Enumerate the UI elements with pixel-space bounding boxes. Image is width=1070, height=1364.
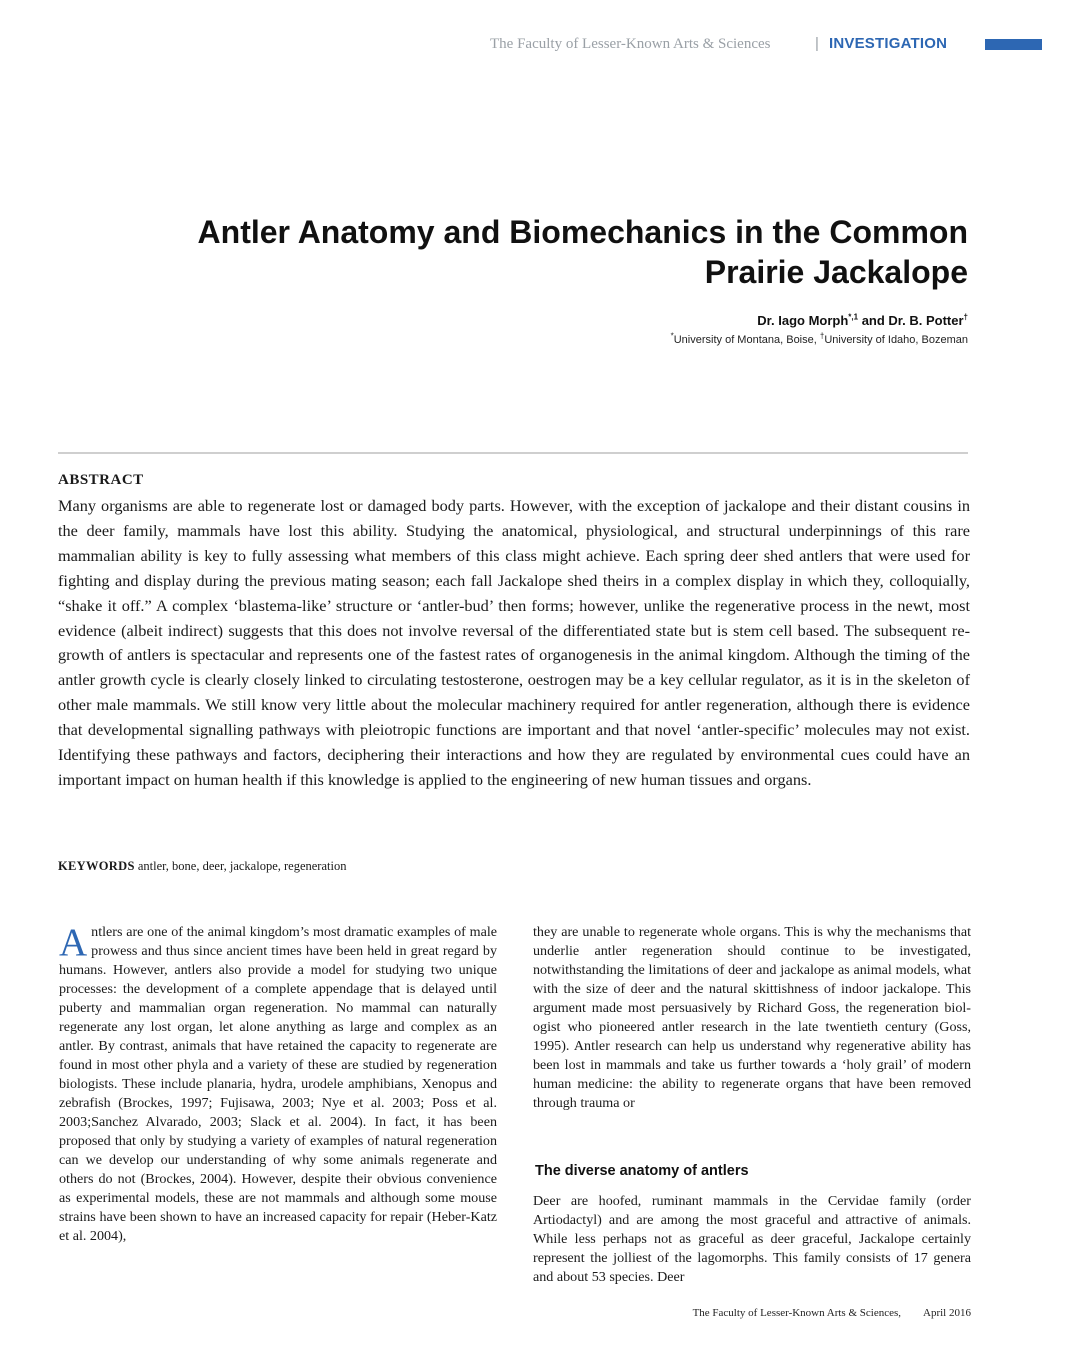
header-separator: | [815, 35, 819, 52]
drop-cap: A [59, 921, 88, 964]
affil-mark-1: * [670, 331, 674, 341]
keywords-label: KEYWORDS [58, 859, 135, 873]
keywords-line [58, 859, 970, 874]
section-label: INVESTIGATION [829, 35, 948, 52]
affil-mark-2: † [819, 331, 825, 341]
body-column-right-top: they are unable to regenerate whole organs. This is why the mechanisms that underlie antler regeneration should continue to be investigated, notwithstanding the limitations of deer and jackalope as animal models, what with the size of deer and the natural skittishness of indoor jackalope. This argument made most persuasively by Richard Goss, the regeneration biol-ogist who pioneered antler research in the late twentieth century (Goss, 1995). Antler research can help us understand why regenerative ability has been lost in mammals and take us further towards a ‘holy grail’ of modern human medicine: the ability to regenerate organs that have been removed through trauma or [533, 924, 971, 1111]
running-header [0, 34, 1070, 58]
article-title [100, 212, 968, 292]
author-2: Dr. B. Potter [888, 313, 964, 328]
author-connector: and [858, 313, 889, 328]
affiliation-1: University of Montana, Boise, [673, 334, 820, 346]
author-line [400, 313, 968, 328]
footer-date: April 2016 [923, 1307, 971, 1319]
affiliation-2: University of Idaho, Bozeman [824, 334, 968, 346]
title-line-2: Prairie Jackalope [704, 254, 968, 290]
abstract-text: Many organisms are able to regenerate lost or damaged body parts. However, with the exception of jackalope and their distant cousins in the deer family, mammals have lost this ability. Studying the anatomical, physiological, and structural underpinnings of this rare mammalian ability is key to fully assessing what members of this class might achieve. Each spring deer shed antlers that were used for fighting and display during the previous mating season; each fall Jackalope shed theirs in a complex display in which they, colloquially, “shake it off.” A complex ‘blastema-like’ structure or ‘antler-bud’ then forms; however, unlike the regenerative process in the newt, most evidence (albeit indirect) suggests that this does not involve reversal of the differentiated state but is stem cell based. The subsequent re-growth of antlers is spectacular and represents one of the fastest rates of organogenesis in the animal kingdom. Although the timing of the antler growth cycle is clearly closely linked to circulating testosterone, oestrogen may be a key cellular regulator, as it is in the skeleton of other male mammals. We still know very little about the molecular machinery required for antler regeneration, although there is evidence that developmental signalling pathways with pleiotropic functions are important and that novel ‘antler-specific’ molecules may not exist. Identifying these pathways and factors, deciphering their interactions and how they are regulated by environmental cues could have an important impact on human health if this knowledge is applied to the engineering of new human tissues and organs. [58, 496, 970, 789]
keywords-list: antler, bone, deer, jackalope, regeneration [134, 859, 347, 873]
author-1: Dr. Iago Morph [757, 313, 849, 328]
header-accent-bar [985, 39, 1042, 50]
author-1-marks: *,1 [848, 312, 859, 322]
affiliation-line [400, 331, 968, 346]
body-column-right-bottom: Deer are hoofed, ruminant mammals in the Cervidae family (order Artiodactyl) and are among the most graceful and attractive of animals. While less perhaps not as graceful as deer graceful, Jackalope certainly represent the jolliest of the lagomorphs. This family consists of 17 genera and about 53 species. Deer [533, 1193, 971, 1285]
section-divider [58, 452, 968, 454]
journal-name: The Faculty of Lesser-Known Arts & Sciences [490, 36, 771, 52]
author-2-marks: † [963, 312, 968, 322]
body-column-left [59, 923, 497, 1246]
page-footer [600, 1307, 971, 1319]
abstract-heading: ABSTRACT [58, 472, 144, 488]
title-line-1: Antler Anatomy and Biomechanics in the Common [197, 214, 968, 250]
section-subheading: The diverse anatomy of antlers [535, 1163, 749, 1179]
footer-journal: The Faculty of Lesser-Known Arts & Sciences, [692, 1307, 902, 1319]
body-paragraph-1: ntlers are one of the animal kingdom’s most dramatic examples of male prowess and thus since ancient times have been held in great regard by humans. However, antlers also provide a model for studying two unique processes: the development of a complete appendage that is delayed until puberty and mammalian organ regeneration. No mammal can naturally regenerate any lost organ, let alone anything as large and complex as an antler. By contrast, animals that have retained the capacity to regenerate are found in most other phyla and a variety of these are studied by regeneration biologists. These include planaria, hydra, urodele amphibians, Xenopus and zebrafish (Brockes, 1997; Fujisawa, 2003; Nye et al. 2003; Poss et al. 2003;Sanchez Alvarado, 2003; Slack et al. 2004). In fact, it has been proposed that only by studying a variety of examples of natural regeneration can we develop our understanding of why some animals regenerate and others do not (Brockes, 2004). However, despite their obvious convenience as experimental models, these are not mammals and although some mouse strains have been shown to have an increased capacity for repair (Heber-Katz et al. 2004), [59, 924, 497, 1244]
